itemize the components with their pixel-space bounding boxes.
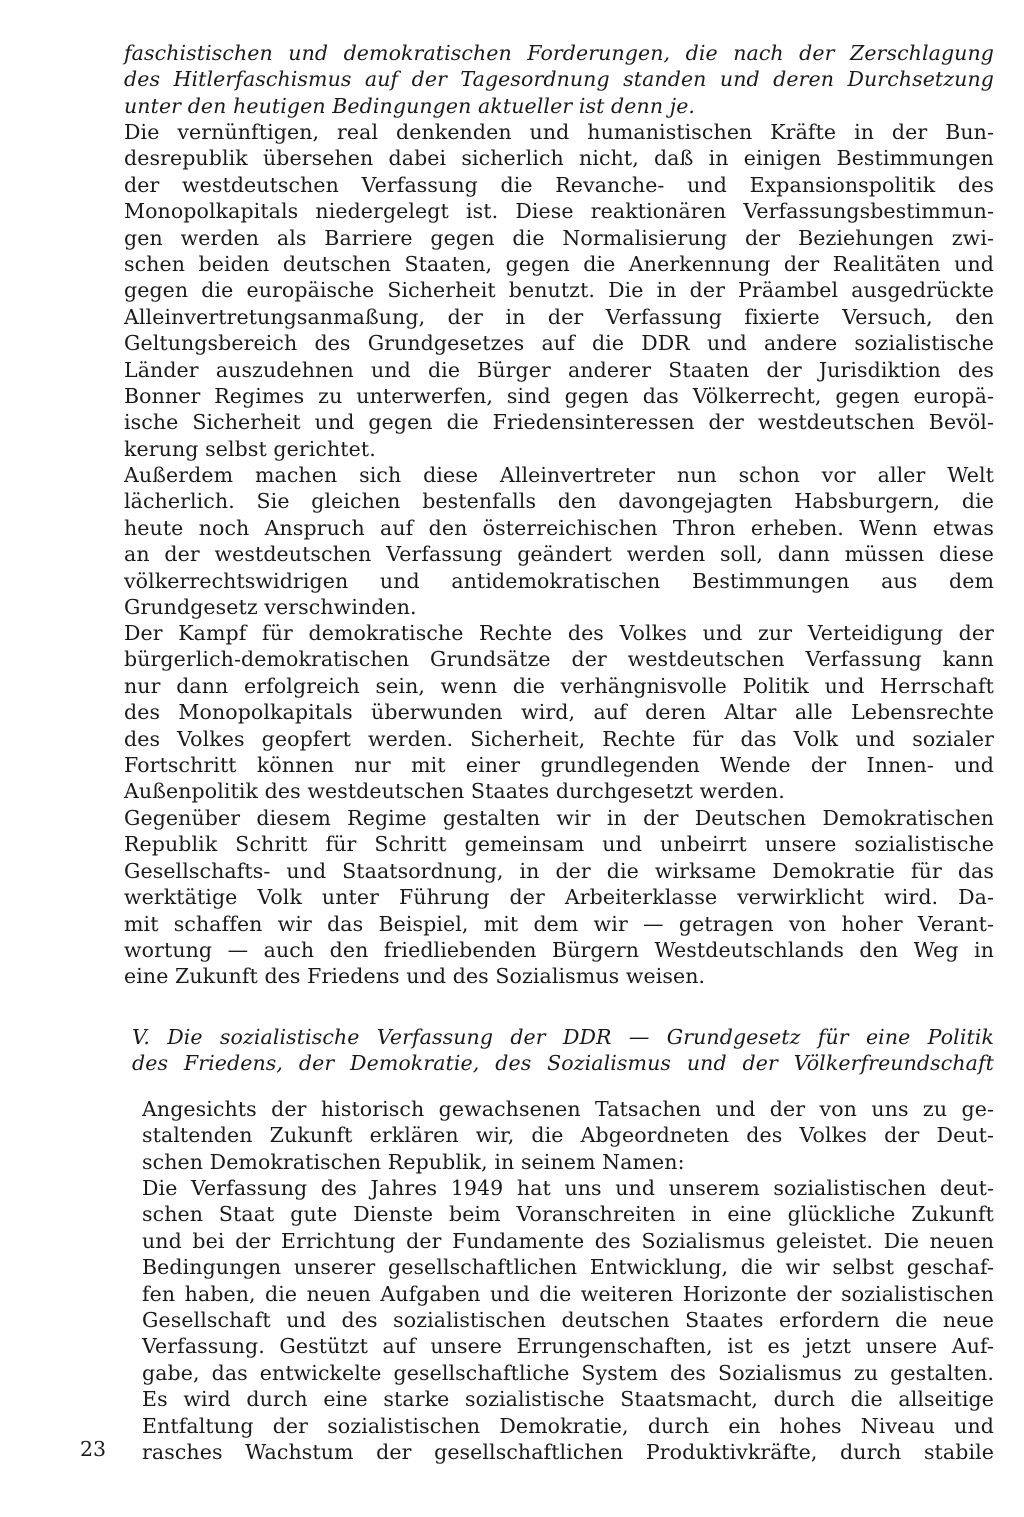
text-line: schen beiden deutschen Staaten, gegen die Anerkennung der Realitäten und <box>124 251 994 276</box>
text-line: des Monopolkapitals überwunden wird, auf deren Altar alle Lebensrechte <box>124 700 994 725</box>
text-line: Entfaltung der sozialistischen Demokratie, durch ein hohes Niveau und <box>142 1413 994 1438</box>
text-line: fen haben, die neuen Aufgaben und die weiteren Horizonte der sozialistischen <box>142 1281 994 1306</box>
text-line: Angesichts der historisch gewachsenen Tatsachen und der von uns zu ge- <box>142 1097 994 1121</box>
text-line: des Volkes geopfert werden. Sicherheit, Rechte für das Volk und sozialer <box>124 726 994 751</box>
text-line: werktätige Volk unter Führung der Arbeiterklasse verwirklicht wird. Da- <box>124 885 994 910</box>
text-line: Gesellschaft und des sozialistischen deutschen Staates erfordern die neue <box>142 1307 994 1332</box>
text-line: Es wird durch eine starke sozialistische Staatsmacht, durch die allseitige <box>142 1387 994 1412</box>
text-line: staltenden Zukunft erklären wir, die Abgeordneten des Volkes der Deut- <box>142 1123 994 1148</box>
text-line: Die Verfassung des Jahres 1949 hat uns und unserem sozialistischen deut- <box>142 1176 994 1200</box>
text-line: gegen die europäische Sicherheit benutzt. Die in der Präambel ausgedrückte <box>124 278 994 303</box>
section-heading <box>132 1024 994 1077</box>
paragraph <box>124 805 994 990</box>
text-line: Bonner Regimes zu unterwerfen, sind gegen das Völkerrecht, gegen europä- <box>124 383 994 408</box>
text-line: kerung selbst gerichtet. <box>124 436 376 461</box>
text-line: Alleinvertretungsanmaßung, der in der Verfassung fixierte Versuch, den <box>124 304 994 329</box>
paragraph <box>124 119 994 462</box>
text-line: Republik Schritt für Schritt gemeinsam und unbeirrt unsere sozialistische <box>124 832 994 857</box>
text-line: lächerlich. Sie gleichen bestenfalls den davongejagten Habsburgern, die <box>124 489 994 514</box>
text-line: an der westdeutschen Verfassung geändert werden soll, dann müssen diese <box>124 542 994 567</box>
text-line: ische Sicherheit und gegen die Friedensinteressen der westdeutschen Bevöl- <box>124 410 994 435</box>
paragraph <box>142 1175 994 1465</box>
paragraph <box>124 462 994 620</box>
text-line: Verfassung. Gestützt auf unsere Errungenschaften, ist es jetzt unsere Auf- <box>142 1334 994 1359</box>
text-line: bürgerlich-demokratischen Grundsätze der westdeutschen Verfassung kann <box>124 647 994 672</box>
intro-italic-text <box>124 40 994 119</box>
text-line: nur dann erfolgreich sein, wenn die verhängnisvolle Politik und Herrschaft <box>124 673 994 698</box>
paragraph <box>124 620 994 805</box>
text-line: Außerdem machen sich diese Alleinvertreter nun schon vor aller Welt <box>124 463 994 487</box>
text-line: schen Staat gute Dienste beim Voranschreiten in eine glückliche Zukunft <box>142 1202 994 1227</box>
text-line: Fortschritt können nur mit einer grundlegenden Wende der Innen- und <box>124 752 994 777</box>
text-line: Außenpolitik des westdeutschen Staates durchgesetzt werden. <box>124 779 785 804</box>
text-line: des Hitlerfaschismus auf der Tagesordnung standen und deren Durchsetzung <box>124 67 994 92</box>
text-line: gen werden als Barriere gegen die Normalisierung der Beziehungen zwi- <box>124 225 994 250</box>
text-line: Die vernünftigen, real denkenden und humanistischen Kräfte in der Bun- <box>124 120 994 144</box>
text-line: eine Zukunft des Friedens und des Sozialismus weisen. <box>124 964 706 989</box>
text-line: gabe, das entwickelte gesellschaftliche System des Sozialismus zu gestalten. <box>142 1360 994 1385</box>
paragraph <box>142 1096 994 1175</box>
text-line: desrepublik übersehen dabei sicherlich nicht, daß in einigen Bestimmungen <box>124 146 994 171</box>
text-line: Geltungsbereich des Grundgesetzes auf die DDR und andere sozialistische <box>124 331 994 356</box>
text-line: völkerrechtswidrigen und antidemokratischen Bestimmungen aus dem <box>124 568 994 593</box>
text-line: Gesellschafts- und Staatsordnung, in der die wirksame Demokratie für das <box>124 858 994 883</box>
text-line: Monopolkapitals niedergelegt ist. Diese reaktionären Verfassungsbestimmun- <box>124 199 994 224</box>
text-line: der westdeutschen Verfassung die Revanche- und Expansionspolitik des <box>124 172 994 197</box>
text-line: Der Kampf für demokratische Rechte des Volkes und zur Verteidigung der <box>124 621 994 645</box>
text-line: Länder auszudehnen und die Bürger anderer Staaten der Jurisdiktion des <box>124 357 994 382</box>
page-number: 23 <box>80 1437 107 1461</box>
text-line: faschistischen und demokratischen Forderungen, die nach der Zerschlagung <box>124 41 994 65</box>
text-line: heute noch Anspruch auf den österreichischen Thron erheben. Wenn etwas <box>124 515 994 540</box>
text-line: wortung — auch den friedliebenden Bürgern Westdeutschlands den Weg in <box>124 937 994 962</box>
text-line: Bedingungen unserer gesellschaftlichen Entwicklung, die wir selbst geschaf- <box>142 1255 994 1280</box>
text-line: unter den heutigen Bedingungen aktueller ist denn je. <box>124 93 696 118</box>
text-line: mit schaffen wir das Beispiel, mit dem wir — getragen von hoher Verant- <box>124 911 994 936</box>
text-line: rasches Wachstum der gesellschaftlichen Produktivkräfte, durch stabile <box>142 1439 994 1464</box>
text-line: und bei der Errichtung der Fundamente des Sozialismus geleistet. Die neuen <box>142 1228 994 1253</box>
text-line: schen Demokratischen Republik, in seinem Namen: <box>142 1149 685 1174</box>
heading-line: des Friedens, der Demokratie, des Sozialismus und der Völkerfreundschaft <box>132 1051 994 1076</box>
text-line: Gegenüber diesem Regime gestalten wir in der Deutschen Demokratischen <box>124 806 994 830</box>
text-line: Grundgesetz verschwinden. <box>124 594 417 619</box>
heading-line: V. Die sozialistische Verfassung der DDR — Grundgesetz für eine Politik <box>132 1025 994 1049</box>
